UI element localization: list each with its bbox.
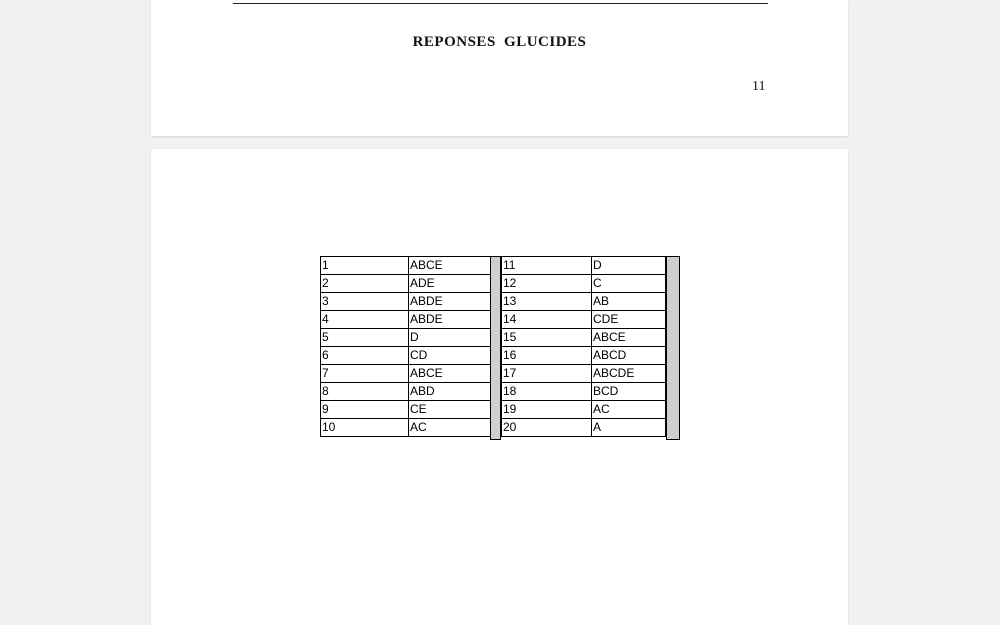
answer-cell: AC	[592, 401, 666, 419]
table-row	[502, 257, 666, 275]
question-number-cell: 20	[502, 419, 592, 437]
table-row	[502, 293, 666, 311]
page-top	[151, 0, 848, 136]
answer-cell: D	[592, 257, 666, 275]
answer-cell: D	[409, 329, 491, 347]
question-number-cell: 6	[321, 347, 409, 365]
table-row	[321, 329, 491, 347]
table-row	[321, 419, 491, 437]
table-row	[502, 365, 666, 383]
question-number-cell: 10	[321, 419, 409, 437]
question-number-cell: 15	[502, 329, 592, 347]
question-number-cell: 16	[502, 347, 592, 365]
answer-cell: ABCDE	[592, 365, 666, 383]
table-gutter-middle	[490, 256, 501, 440]
question-number-cell: 17	[502, 365, 592, 383]
table-row	[502, 383, 666, 401]
answer-cell: ABCE	[409, 365, 491, 383]
page-number: 11	[752, 79, 766, 94]
question-number-cell: 19	[502, 401, 592, 419]
question-number-cell: 5	[321, 329, 409, 347]
table-row	[321, 347, 491, 365]
table-row	[502, 329, 666, 347]
answer-table-right	[501, 256, 666, 437]
page-title: REPONSES GLUCIDES	[412, 34, 587, 50]
answer-cell: AB	[592, 293, 666, 311]
header-rule	[233, 3, 768, 4]
answer-cell: A	[592, 419, 666, 437]
answer-cell: ABD	[409, 383, 491, 401]
table-row	[321, 365, 491, 383]
question-number-cell: 11	[502, 257, 592, 275]
answer-cell: ABDE	[409, 293, 491, 311]
answer-cell: ABCE	[592, 329, 666, 347]
table-row	[321, 275, 491, 293]
answer-cell: ABCE	[409, 257, 491, 275]
question-number-cell: 14	[502, 311, 592, 329]
table-row	[502, 401, 666, 419]
answer-cell: CD	[409, 347, 491, 365]
question-number-cell: 12	[502, 275, 592, 293]
table-row	[321, 401, 491, 419]
question-number-cell: 4	[321, 311, 409, 329]
question-number-cell: 2	[321, 275, 409, 293]
question-number-cell: 1	[321, 257, 409, 275]
table-row	[321, 257, 491, 275]
answer-cell: CDE	[592, 311, 666, 329]
question-number-cell: 18	[502, 383, 592, 401]
question-number-cell: 3	[321, 293, 409, 311]
question-number-cell: 9	[321, 401, 409, 419]
answer-table-left	[320, 256, 491, 437]
table-row	[502, 275, 666, 293]
table-row	[502, 347, 666, 365]
question-number-cell: 13	[502, 293, 592, 311]
answer-cell: ABDE	[409, 311, 491, 329]
question-number-cell: 7	[321, 365, 409, 383]
table-row	[502, 311, 666, 329]
answer-cell: C	[592, 275, 666, 293]
answer-cell: AC	[409, 419, 491, 437]
table-row	[502, 419, 666, 437]
answer-cell: ADE	[409, 275, 491, 293]
question-number-cell: 8	[321, 383, 409, 401]
table-row	[321, 293, 491, 311]
table-row	[321, 383, 491, 401]
answer-cell: CE	[409, 401, 491, 419]
table-gutter-right	[666, 256, 680, 440]
answer-cell: ABCD	[592, 347, 666, 365]
table-row	[321, 311, 491, 329]
answer-cell: BCD	[592, 383, 666, 401]
page-bottom	[151, 149, 848, 625]
